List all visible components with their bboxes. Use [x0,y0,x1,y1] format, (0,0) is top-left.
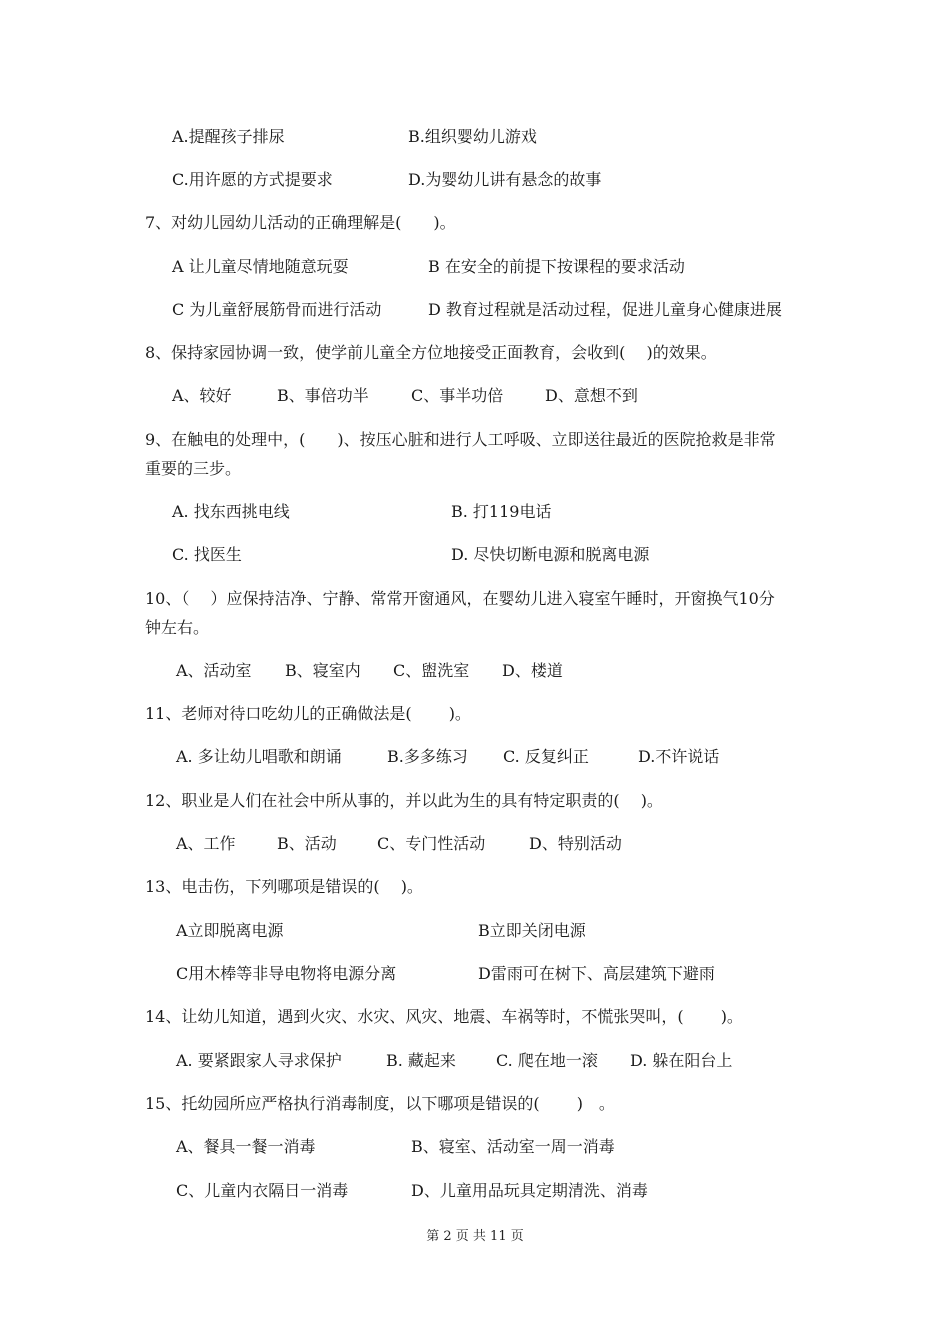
q13-option-a: A立即脱离电源 [176,921,284,940]
q10-option-a: A、活动室 [176,661,252,680]
q15-option-a: A、餐具一餐一消毒 [176,1137,316,1156]
question-13: 13、电击伤，下列哪项是错误的( )。 [145,877,423,896]
question-9: 9、在触电的处理中，( )、按压心脏和进行人工呼吸、立即送往最近的医院抢救是非常 [145,430,776,449]
q8-option-c: C、事半功倍 [411,386,504,405]
option-b: B.组织婴幼儿游戏 [408,127,537,146]
question-10: 10、（ ）应保持洁净、宁静、常常开窗通风，在婴幼儿进入寝室午睡时，开窗换气10分 [145,589,775,608]
question-7: 7、对幼儿园幼儿活动的正确理解是( )。 [145,213,456,232]
page-footer: 第 2 页 共 11 页 [426,1229,524,1244]
q9-option-d: D. 尽快切断电源和脱离电源 [451,545,650,564]
q13-option-b: B立即关闭电源 [478,921,586,940]
q7-option-b: B 在安全的前提下按课程的要求活动 [428,257,685,276]
q14-option-c: C. 爬在地一滚 [496,1051,598,1070]
q8-option-d: D、意想不到 [545,386,638,405]
q10-option-b: B、寝室内 [285,661,361,680]
option-c: C.用许愿的方式提要求 [172,170,333,189]
option-d: D.为婴幼儿讲有悬念的故事 [408,170,602,189]
q10-option-c: C、盥洗室 [393,661,470,680]
q8-option-a: A、较好 [172,386,232,405]
q7-option-d: D 教育过程就是活动过程，促进儿童身心健康进展 [428,300,782,319]
q7-option-a: A 让儿童尽情地随意玩耍 [172,257,349,276]
q12-option-c: C、专门性活动 [377,834,486,853]
question-15: 15、托幼园所应严格执行消毒制度，以下哪项是错误的( ) 。 [145,1094,615,1113]
question-11: 11、老师对待口吃幼儿的正确做法是( )。 [145,704,471,723]
q15-option-d: D、儿童用品玩具定期清洗、消毒 [411,1181,648,1200]
q14-option-d: D. 躲在阳台上 [630,1051,733,1070]
q13-option-c: C用木棒等非导电物将电源分离 [176,964,397,983]
q11-option-d: D.不许说话 [638,747,720,766]
q8-option-b: B、事倍功半 [277,386,369,405]
q12-option-d: D、特别活动 [529,834,622,853]
question-12: 12、职业是人们在社会中所从事的，并以此为生的具有特定职责的( )。 [145,791,663,810]
q13-option-d: D雷雨可在树下、高层建筑下避雨 [478,964,715,983]
q15-option-c: C、儿童内衣隔日一消毒 [176,1181,349,1200]
q14-option-b: B. 藏起来 [386,1051,456,1070]
q9-option-c: C. 找医生 [172,545,242,564]
q11-option-b: B.多多练习 [387,747,468,766]
question-10-cont: 钟左右。 [145,618,210,637]
question-9-cont: 重要的三步。 [145,459,242,478]
question-8: 8、保持家园协调一致，使学前儿童全方位地接受正面教育，会收到( )的效果。 [145,343,717,362]
q12-option-a: A、工作 [176,834,236,853]
q11-option-a: A. 多让幼儿唱歌和朗诵 [176,747,342,766]
q14-option-a: A. 要紧跟家人寻求保护 [176,1051,342,1070]
option-a: A.提醒孩子排尿 [172,127,285,146]
q11-option-c: C. 反复纠正 [503,747,589,766]
q9-option-a: A. 找东西挑电线 [172,502,290,521]
q12-option-b: B、活动 [277,834,337,853]
q15-option-b: B、寝室、活动室一周一消毒 [411,1137,615,1156]
q7-option-c: C 为儿童舒展筋骨而进行活动 [172,300,382,319]
q10-option-d: D、楼道 [502,661,563,680]
q9-option-b: B. 打119电话 [451,502,552,521]
question-14: 14、让幼儿知道，遇到火灾、水灾、风灾、地震、车祸等时，不慌张哭叫，( )。 [145,1007,743,1026]
